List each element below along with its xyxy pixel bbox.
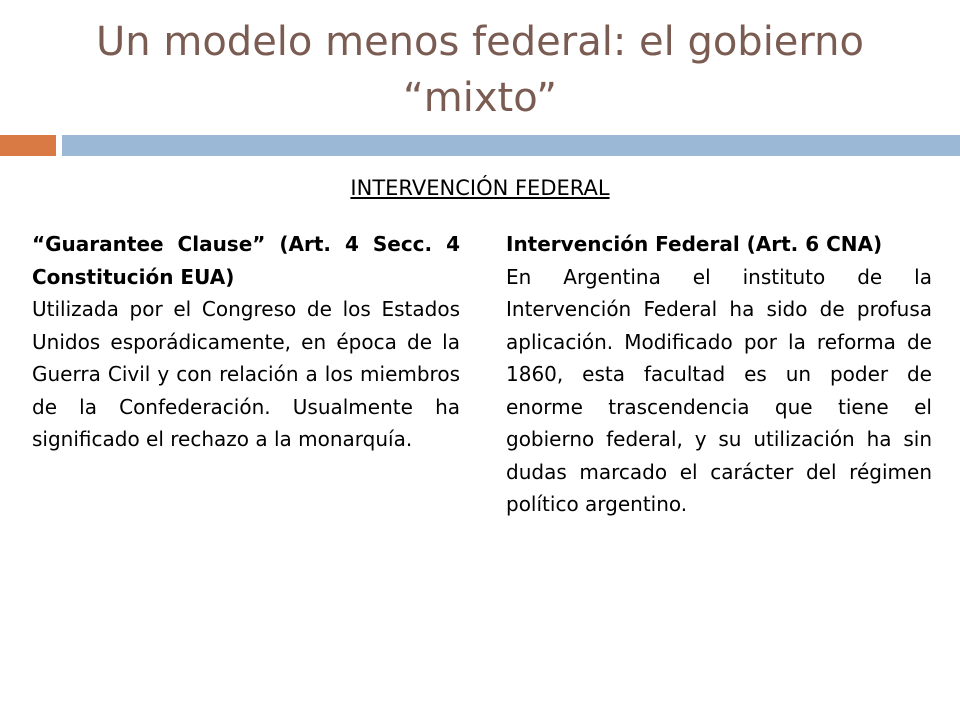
accent-bar-orange bbox=[0, 135, 56, 156]
right-column-body: En Argentina el instituto de la Intervención Federal ha sido de profusa aplicación. Modificado por la reforma de 1860, esta facultad es un poder de enorme trascendencia que tiene el gobierno federal, y su utilización ha sin dudas marcado el carácter del régimen político argentino. bbox=[506, 264, 932, 516]
right-column-heading: Intervención Federal (Art. 6 CNA) bbox=[506, 232, 883, 256]
right-column bbox=[506, 228, 932, 521]
left-column-heading: “Guarantee Clause” (Art. 4 Secc. 4 Constitución EUA) bbox=[32, 232, 460, 289]
slide-title: Un modelo menos federal: el gobierno “mixto” bbox=[96, 19, 864, 121]
slide-subtitle: INTERVENCIÓN FEDERAL bbox=[350, 176, 610, 200]
accent-bar-blue bbox=[62, 135, 960, 156]
left-column-body: Utilizada por el Congreso de los Estados Unidos esporádicamente, en época de la Guerra Civil y con relación a los miembros de la Confederación. Usualmente ha significado el rechazo a la monarquía. bbox=[32, 297, 460, 451]
left-column bbox=[32, 228, 460, 456]
